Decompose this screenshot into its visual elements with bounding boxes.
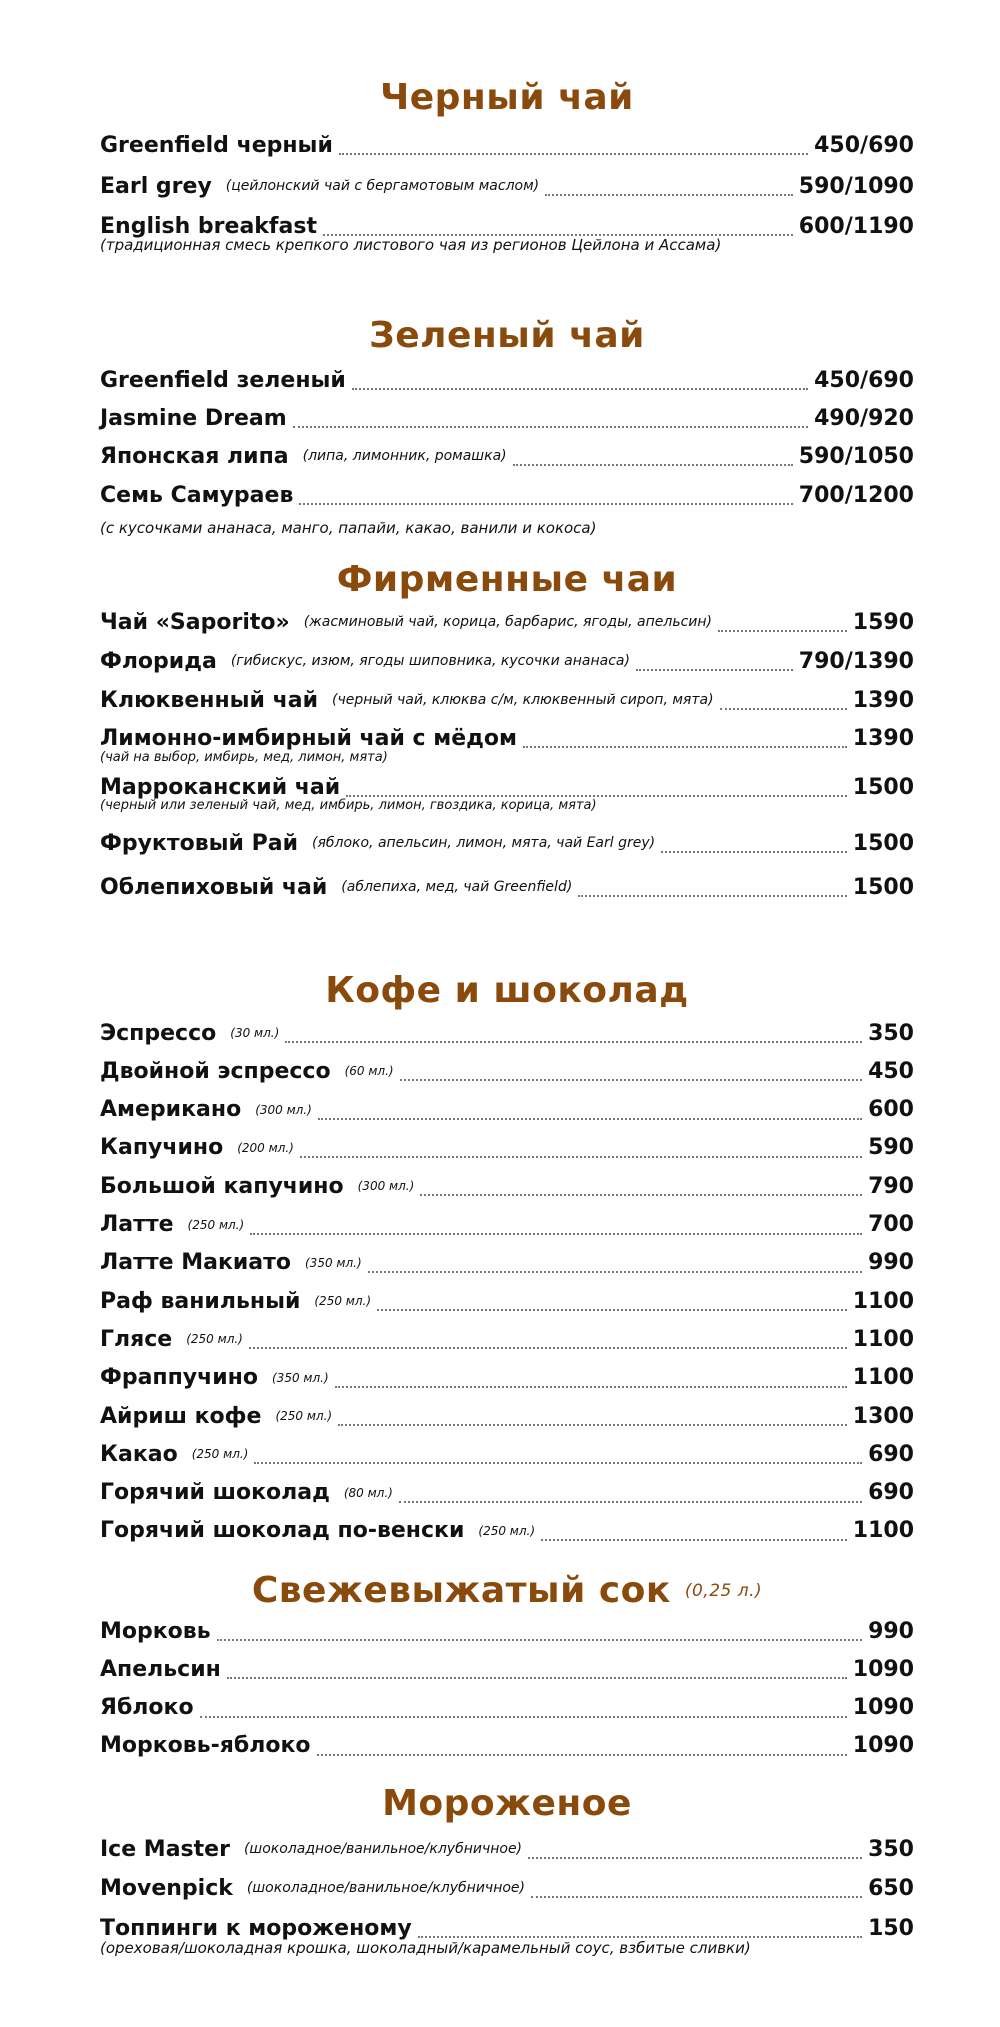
dot-leader — [545, 194, 793, 196]
item-description: (традиционная смесь крепкого листового чая из регионов Цейлона и Ассама) — [100, 236, 722, 254]
item-name: Фруктовый Рай — [100, 830, 298, 856]
item-price: 590/1090 — [798, 173, 914, 199]
dot-leader — [352, 388, 808, 390]
menu-item — [100, 1248, 914, 1278]
item-price: 690 — [868, 1480, 914, 1506]
dot-leader — [513, 464, 793, 466]
section-title-juice — [100, 1568, 914, 1614]
menu-item — [100, 441, 914, 471]
item-price: 1090 — [852, 1733, 914, 1759]
item-volume: (250 мл.) — [314, 1294, 371, 1309]
item-volume: (200 мл.) — [237, 1140, 294, 1155]
item-name: Яблоко — [100, 1695, 194, 1721]
item-volume: (300 мл.) — [255, 1102, 312, 1117]
dot-leader — [299, 503, 792, 505]
item-price: 1500 — [852, 874, 914, 900]
menu-item — [100, 365, 914, 395]
item-price: 700/1200 — [798, 482, 914, 508]
item-name: Апельсин — [100, 1656, 221, 1682]
item-price: 350 — [868, 1836, 914, 1862]
item-name: Ice Master — [100, 1836, 230, 1862]
section-black-tea — [100, 75, 914, 121]
dot-leader — [335, 1386, 847, 1388]
menu-item — [100, 171, 914, 201]
dot-leader — [249, 1347, 847, 1349]
item-name: Семь Самураев — [100, 482, 294, 508]
menu-item — [100, 403, 914, 433]
item-price: 150 — [868, 1915, 914, 1941]
item-description: (яблоко, апельсин, лимон, мята, чай Earl grey) — [311, 835, 656, 851]
menu-item — [100, 1401, 914, 1431]
item-name: Латте Макиато — [100, 1250, 291, 1276]
dot-leader — [285, 1041, 862, 1043]
section-ice-cream — [100, 1781, 914, 1827]
item-name: Earl grey — [100, 173, 212, 199]
item-description: (ореховая/шоколадная крошка, шоколадный/карамельный соус, взбитые сливки) — [100, 1939, 751, 1957]
item-name: Марроканский чай — [100, 774, 341, 800]
item-description: (чай на выбор, имбирь, мед, лимон, мята) — [100, 750, 388, 765]
section-coffee — [100, 968, 914, 1014]
dot-leader — [720, 708, 847, 710]
item-name: Флорида — [100, 648, 217, 674]
item-description: (шоколадное/ванильное/клубничное) — [246, 1880, 525, 1896]
item-description: (аблепиха, мед, чай Greenfield) — [341, 879, 573, 895]
dot-leader — [541, 1539, 847, 1541]
dot-leader — [318, 1118, 862, 1120]
item-name: Эспрессо — [100, 1020, 217, 1046]
item-price: 490/920 — [814, 405, 914, 431]
item-name: Топпинги к мороженому — [100, 1915, 412, 1941]
item-name: Американо — [100, 1097, 242, 1123]
dot-leader — [368, 1271, 862, 1273]
item-price: 1100 — [852, 1326, 914, 1352]
dot-leader — [200, 1716, 847, 1718]
menu-item — [100, 1873, 914, 1903]
dot-leader — [346, 795, 847, 797]
item-price: 450/690 — [814, 132, 914, 158]
item-name: Лимонно-имбирный чай с мёдом — [100, 725, 518, 751]
item-price: 690 — [868, 1441, 914, 1467]
dot-leader — [531, 1896, 862, 1898]
item-price: 450 — [868, 1058, 914, 1084]
item-description: (черный или зеленый чай, мед, имбирь, лимон, гвоздика, корица, мята) — [100, 798, 597, 813]
item-price: 350 — [868, 1020, 914, 1046]
item-description: (жасминовый чай, корица, барбарис, ягоды, апельсин) — [303, 614, 712, 630]
dot-leader — [317, 1754, 847, 1756]
item-name: Двойной эспрессо — [100, 1058, 331, 1084]
item-volume: (250 мл.) — [186, 1332, 243, 1347]
item-price: 1500 — [852, 774, 914, 800]
item-name: English breakfast — [100, 213, 317, 239]
dot-leader — [718, 630, 847, 632]
menu-item — [100, 1616, 914, 1646]
menu-item — [100, 480, 914, 510]
item-volume: (250 мл.) — [187, 1217, 245, 1232]
dot-leader — [293, 426, 808, 428]
item-name: Какао — [100, 1441, 178, 1467]
item-volume: (250 мл.) — [275, 1409, 333, 1423]
dot-leader — [523, 746, 847, 748]
dot-leader — [338, 1424, 847, 1426]
item-price: 1390 — [852, 687, 914, 713]
section-note: (с кусочками ананаса, манго, папайи, какао, ванили и кокоса) — [100, 519, 597, 537]
item-price: 1300 — [852, 1403, 914, 1429]
item-price: 1100 — [852, 1365, 914, 1391]
dot-leader — [339, 153, 808, 155]
item-name: Горячий шоколад по-венски — [100, 1518, 465, 1544]
dot-leader — [420, 1194, 862, 1196]
dot-leader — [528, 1857, 862, 1859]
menu-item — [100, 130, 914, 160]
menu-item — [100, 1516, 914, 1546]
section-juice — [100, 1568, 914, 1614]
item-price: 700 — [868, 1212, 914, 1237]
item-description: (цейлонский чай с бергамотовым маслом) — [225, 178, 540, 194]
menu-item — [100, 1478, 914, 1508]
item-price: 1590 — [852, 609, 914, 635]
item-price: 600 — [868, 1097, 914, 1123]
item-price: 1390 — [852, 725, 914, 751]
item-name: Jasmine Dream — [100, 405, 287, 431]
section-title-black-tea: Черный чай — [380, 77, 634, 118]
menu-item — [100, 1018, 914, 1048]
item-name: Greenfield черный — [100, 132, 333, 158]
menu-item — [100, 1056, 914, 1086]
item-name: Горячий шоколад — [100, 1480, 330, 1506]
dot-leader — [418, 1936, 862, 1938]
item-name: Чай «Saporito» — [100, 609, 290, 635]
dot-leader — [254, 1462, 862, 1464]
item-name: Глясе — [100, 1326, 173, 1352]
menu-page — [100, 0, 914, 2027]
item-name: Movenpick — [100, 1875, 233, 1901]
item-price: 990 — [868, 1618, 914, 1644]
dot-leader — [578, 895, 846, 897]
item-name: Морковь-яблоко — [100, 1733, 311, 1759]
menu-item — [100, 1731, 914, 1761]
item-price: 1100 — [852, 1518, 914, 1544]
item-name: Капучино — [100, 1135, 224, 1161]
dot-leader — [636, 669, 793, 671]
section-title-coffee: Кофе и шоколад — [325, 970, 689, 1011]
item-name: Морковь — [100, 1618, 211, 1644]
item-volume: (80 мл.) — [343, 1485, 393, 1500]
item-description: (гибискус, изюм, ягоды шиповника, кусочки ананаса) — [230, 653, 630, 669]
item-price: 600/1190 — [798, 213, 914, 239]
menu-item — [100, 1095, 914, 1125]
item-name: Японская липа — [100, 443, 289, 469]
menu-item — [100, 1693, 914, 1723]
item-price: 590/1050 — [798, 443, 914, 469]
item-volume: (30 мл.) — [230, 1026, 280, 1040]
menu-item — [100, 1286, 914, 1316]
menu-item — [100, 872, 914, 902]
section-title-green-tea: Зеленый чай — [369, 315, 645, 356]
dot-leader — [377, 1309, 847, 1311]
item-name: Фраппучино — [100, 1365, 258, 1391]
item-volume: (300 мл.) — [357, 1179, 415, 1194]
item-price: 1090 — [852, 1656, 914, 1682]
dot-leader — [217, 1639, 862, 1641]
item-name: Облепиховый чай — [100, 874, 328, 900]
dot-leader — [661, 851, 847, 853]
item-name: Клюквенный чай — [100, 687, 318, 713]
item-volume: (350 мл.) — [272, 1370, 329, 1385]
menu-item — [100, 1654, 914, 1684]
item-name: Айриш кофе — [100, 1403, 262, 1429]
item-price: 1100 — [852, 1288, 914, 1314]
juice-volume-note: (0,25 л.) — [684, 1581, 763, 1601]
menu-item — [100, 1171, 914, 1201]
dot-leader — [250, 1233, 862, 1235]
item-volume: (250 мл.) — [478, 1523, 536, 1538]
section-title-signature-tea: Фирменные чаи — [336, 559, 678, 600]
item-description: (черный чай, клюква с/м, клюквенный сироп, мята) — [332, 692, 714, 708]
item-price: 450/690 — [814, 367, 914, 393]
item-price: 990 — [868, 1250, 914, 1276]
item-name: Greenfield зеленый — [100, 367, 346, 393]
menu-item — [100, 646, 914, 676]
menu-item — [100, 1834, 914, 1864]
item-name: Большой капучино — [100, 1173, 344, 1199]
section-signature-tea — [100, 557, 914, 603]
section-title-ice-cream: Мороженое — [382, 1783, 632, 1824]
menu-item — [100, 1439, 914, 1469]
menu-item — [100, 1324, 914, 1354]
item-description: (шоколадное/ванильное/клубничное) — [243, 1841, 523, 1857]
menu-item — [100, 828, 914, 858]
menu-item — [100, 685, 914, 715]
item-volume: (350 мл.) — [305, 1255, 362, 1270]
item-description: (липа, лимонник, ромашка) — [302, 448, 507, 464]
section-green-tea — [100, 313, 914, 359]
item-name: Раф ванильный — [100, 1288, 301, 1314]
menu-item — [100, 607, 914, 637]
item-price: 790/1390 — [798, 648, 914, 674]
item-volume: (250 мл.) — [191, 1447, 249, 1462]
item-name: Латте — [100, 1212, 174, 1237]
dot-leader — [227, 1677, 847, 1679]
item-price: 1500 — [852, 830, 914, 856]
dot-leader — [400, 1079, 862, 1081]
menu-item — [100, 1210, 914, 1240]
menu-item — [100, 1363, 914, 1393]
menu-item — [100, 723, 914, 753]
item-price: 590 — [868, 1135, 914, 1161]
menu-item — [100, 1133, 914, 1163]
item-price: 1090 — [852, 1695, 914, 1721]
item-price: 650 — [868, 1875, 914, 1901]
item-volume: (60 мл.) — [344, 1064, 394, 1079]
item-price: 790 — [868, 1173, 914, 1199]
dot-leader — [300, 1156, 862, 1158]
dot-leader — [399, 1501, 862, 1503]
juice-title: Свежевыжатый сок — [251, 1570, 671, 1611]
